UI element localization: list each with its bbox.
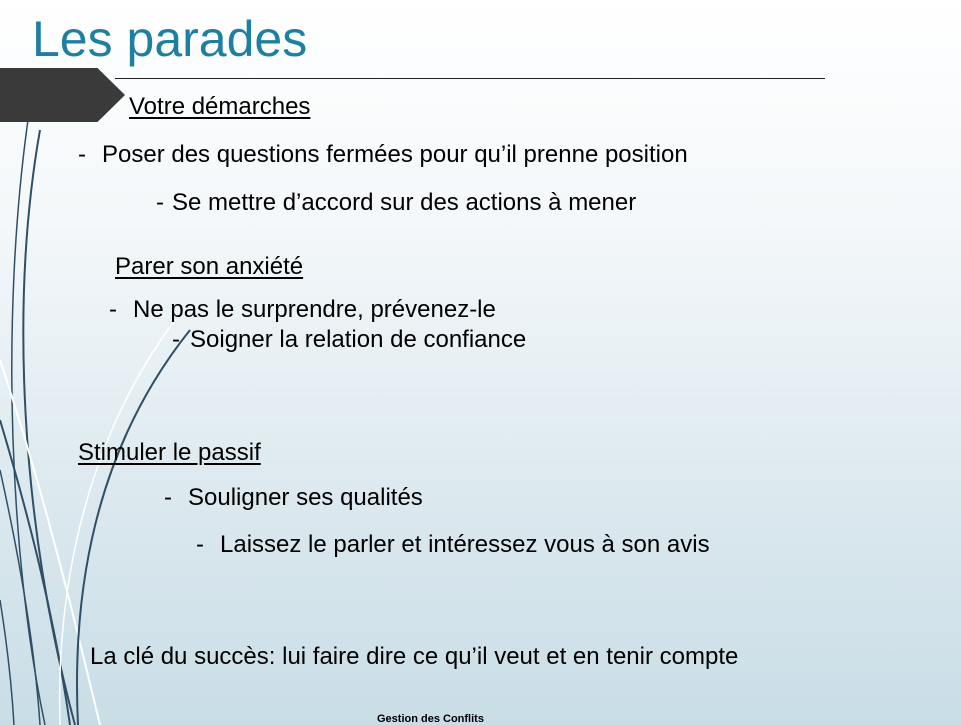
- list-item: [156, 189, 636, 217]
- deco-curve-4: [0, 420, 70, 725]
- title-divider: [115, 78, 825, 79]
- bullet-dash: -: [156, 189, 164, 216]
- bullet-dash: -: [172, 326, 180, 353]
- slide-title: Les parades: [32, 11, 308, 67]
- list-item-text: Souligner ses qualités: [188, 484, 423, 511]
- list-item-text: Se mettre d’accord sur des actions à mener: [172, 189, 637, 216]
- bullet-dash: -: [109, 296, 117, 323]
- bullet-dash: -: [164, 484, 172, 511]
- section-heading-anxiete: Parer son anxiété: [115, 253, 304, 280]
- list-item-text: Laissez le parler et intéressez vous à son avis: [220, 531, 710, 558]
- footer-text: Gestion des Conflits: [377, 713, 484, 725]
- title-banner-shape: [0, 68, 125, 122]
- list-item: [164, 484, 423, 512]
- deco-curve-2: [12, 120, 45, 725]
- section-heading-demarches: Votre démarches: [129, 93, 311, 120]
- bullet-dash: -: [78, 141, 86, 168]
- bullet-dash: -: [196, 531, 204, 558]
- list-item-text: Poser des questions fermées pour qu’il prenne position: [102, 141, 688, 168]
- list-item: [172, 326, 526, 354]
- list-item: [109, 296, 496, 324]
- deco-curve-5: [0, 470, 40, 725]
- conclusion-text: La clé du succès: lui faire dire ce qu’il veut et en tenir compte: [90, 643, 739, 670]
- list-item: [196, 531, 710, 559]
- list-item-text: Ne pas le surprendre, prévenez-le: [133, 296, 496, 323]
- deco-curve-8: [0, 600, 14, 725]
- list-item: [78, 141, 688, 169]
- section-heading-passif: Stimuler le passif: [78, 439, 261, 466]
- deco-curve-1: [23, 130, 75, 725]
- list-item-text: Soigner la relation de confiance: [190, 326, 527, 353]
- deco-curve-3: [0, 360, 100, 725]
